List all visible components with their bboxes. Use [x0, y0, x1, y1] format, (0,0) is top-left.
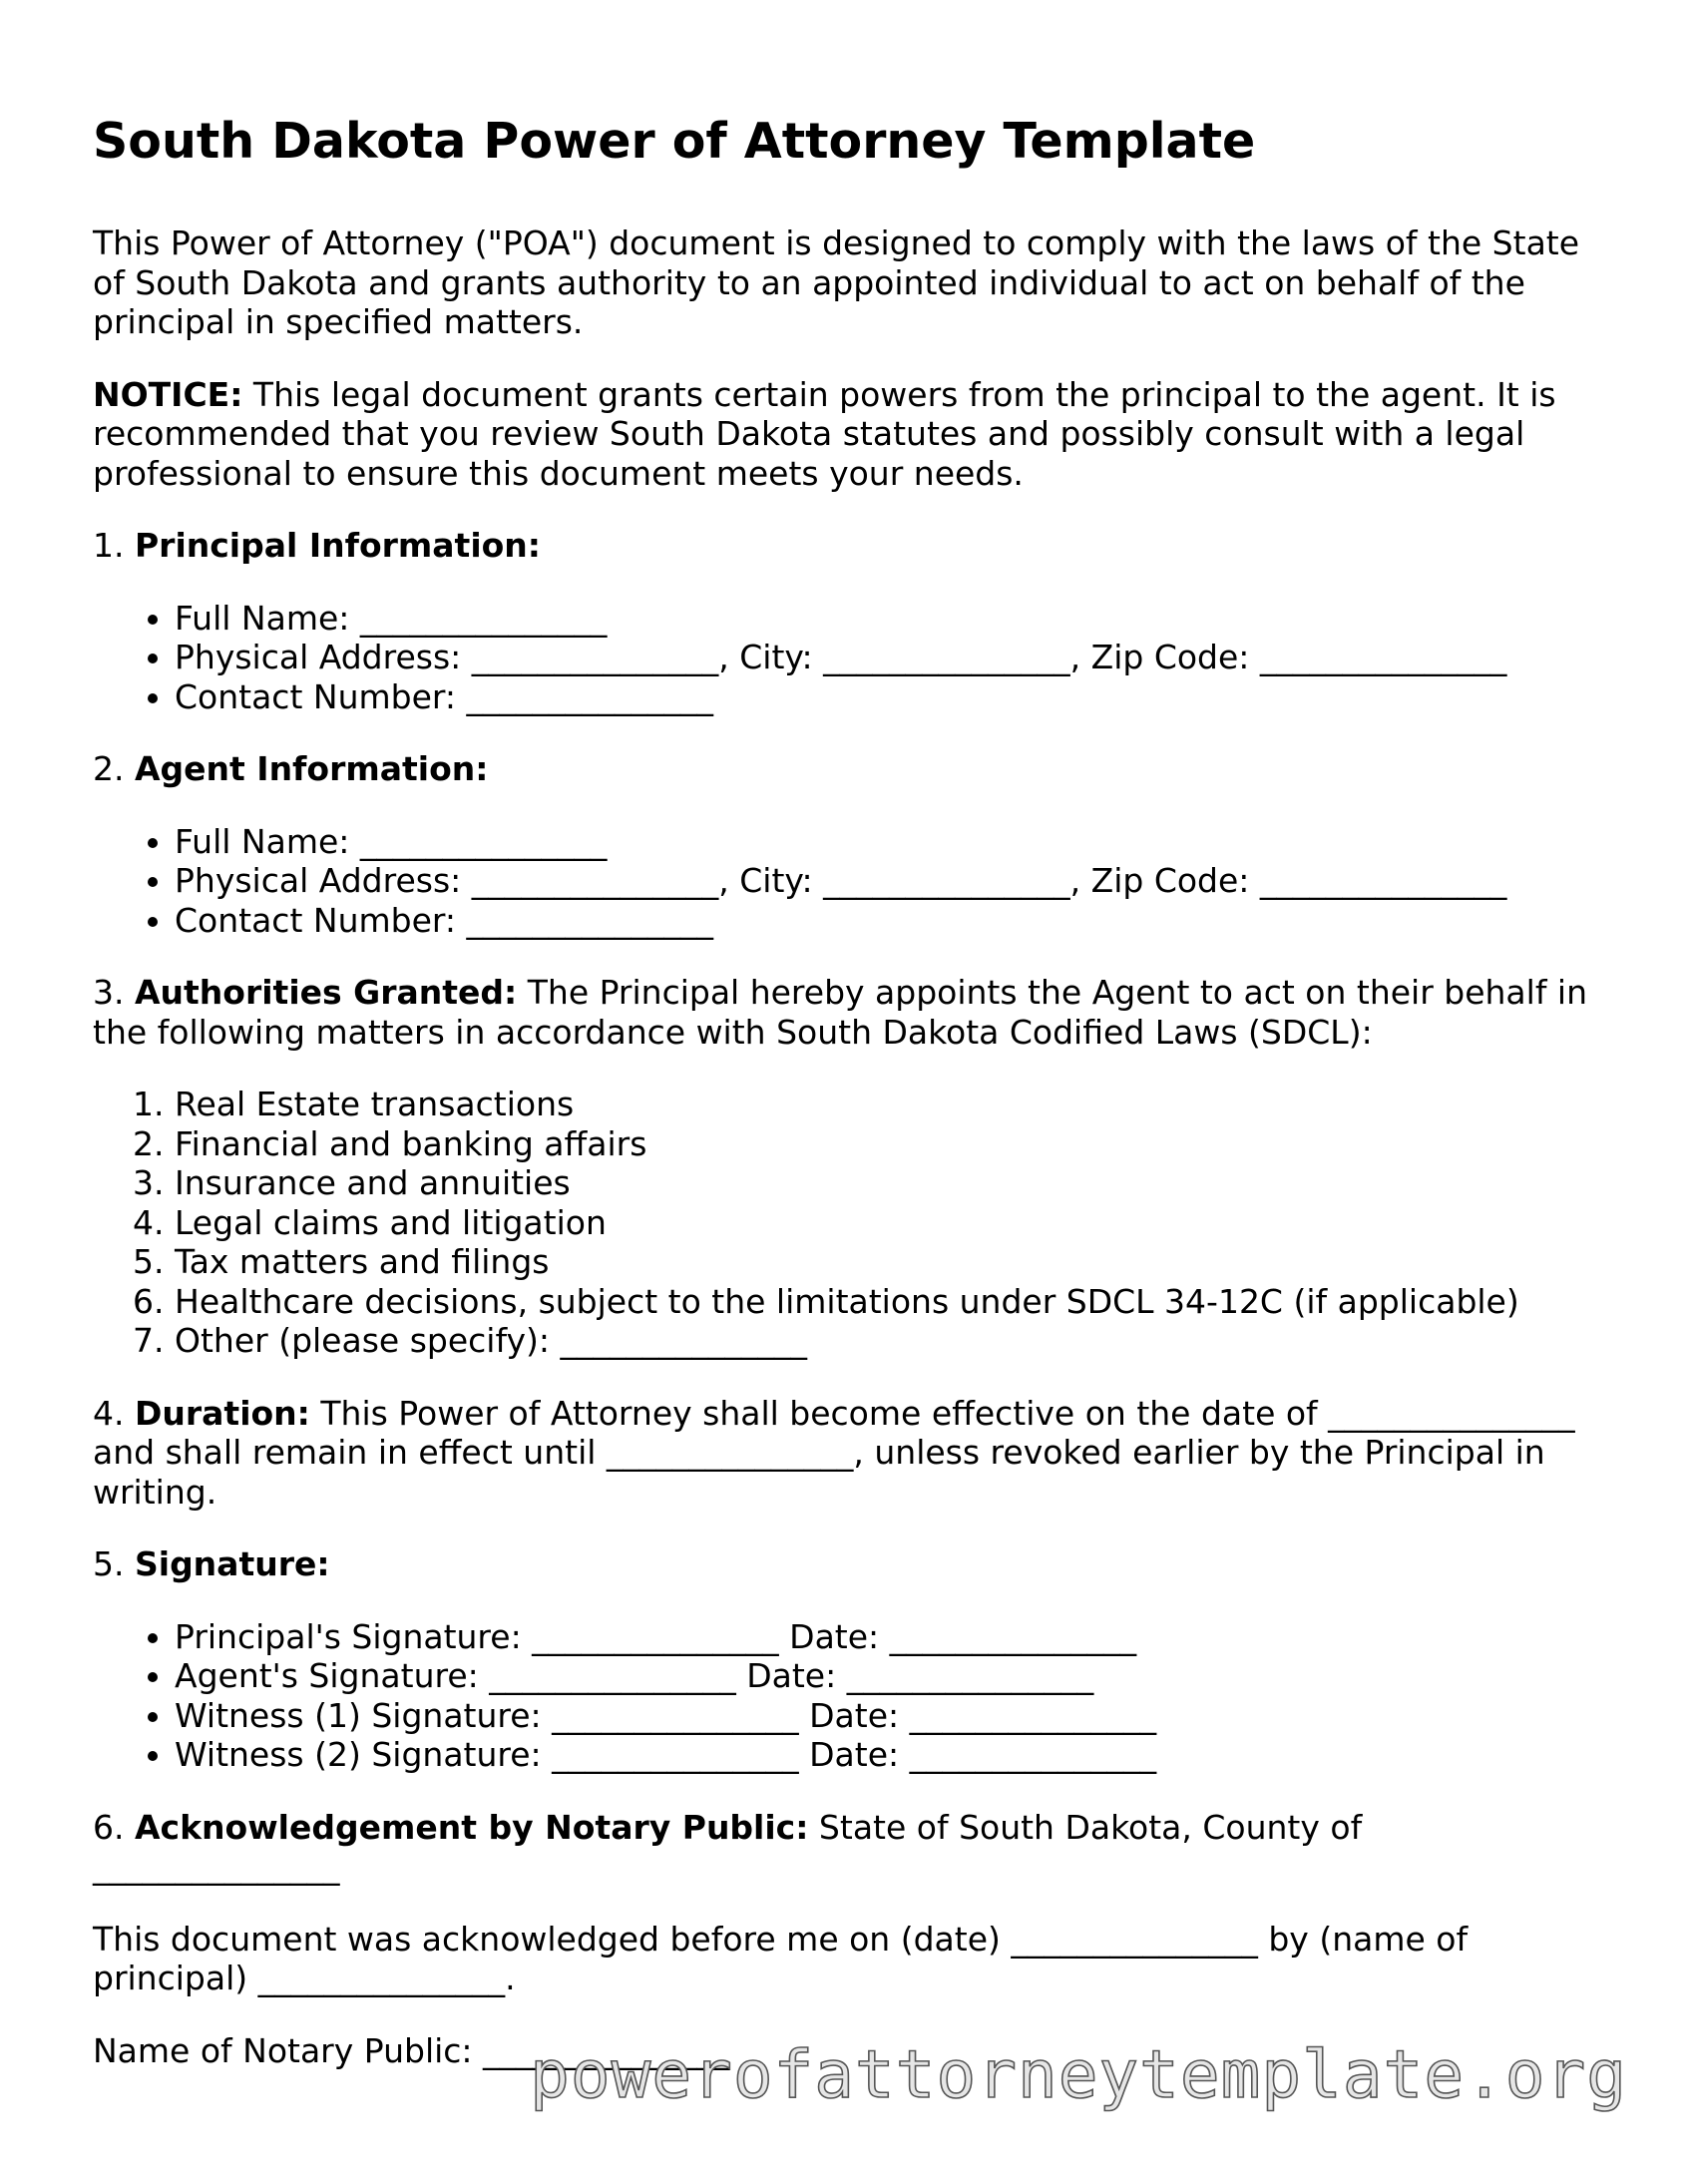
notary-name-line[interactable]: Name of Notary Public: _______________: [93, 2030, 730, 2070]
authority-item: 4. Legal claims and litigation: [175, 1203, 1599, 1243]
authorities-text: The Principal hereby appoints the Agent to act on their behalf in the following matters in accordance with South Dakota Codified Laws (SDCL):: [93, 973, 1588, 1052]
authority-item: 1. Real Estate transactions: [175, 1085, 1599, 1124]
duration-section: [93, 1394, 1599, 1513]
section-number: 1.: [93, 526, 135, 565]
authorities-list: [93, 1085, 1599, 1361]
duration-text[interactable]: This Power of Attorney shall become effective on the date of _______________ and shall remain in effect until _______________, unless revoked earlier by the Principal in writing.: [93, 1393, 1575, 1512]
section-number: 2.: [93, 749, 135, 788]
section-title: Duration:: [134, 1393, 310, 1433]
section-number: 4.: [93, 1393, 135, 1433]
section-title: Authorities Granted:: [134, 973, 518, 1012]
intro-paragraph: This Power of Attorney ("POA") document is designed to comply with the laws of the State of South Dakota and grants authority to an appointed individual to act on behalf of the principal in specified matters.: [93, 223, 1580, 341]
notary-section: [93, 1808, 1599, 1887]
document-title: South Dakota Power of Attorney Template: [93, 113, 1256, 170]
agent-contact-field[interactable]: • Contact Number: _______________: [175, 901, 1599, 941]
principal-section-heading: [93, 526, 1599, 566]
section-title: Acknowledgement by Notary Public:: [134, 1807, 809, 1847]
signature-list: [93, 1617, 1599, 1775]
authority-other-field[interactable]: 7. Other (please specify): _______________: [175, 1321, 1599, 1361]
authority-item: 3. Insurance and annuities: [175, 1163, 1599, 1203]
section-number: 3.: [93, 973, 135, 1012]
watermark-text: powerofattorneytemplate.org: [530, 2036, 1627, 2113]
agent-signature-line[interactable]: • Agent's Signature: _______________ Date: _______________: [175, 1656, 1599, 1696]
principal-signature-line[interactable]: • Principal's Signature: _______________ Date: _______________: [175, 1617, 1599, 1657]
authority-item: 6. Healthcare decisions, subject to the limitations under SDCL 34-12C (if applicable): [175, 1282, 1599, 1322]
notary-acknowledgement[interactable]: This document was acknowledged before me on (date) _______________ by (name of principal) _______________.: [93, 1919, 1469, 1997]
principal-fields-list: [93, 599, 1599, 717]
notice-text: This legal document grants certain powers from the principal to the agent. It is recommended that you review South Dakota statutes and possibly consult with a legal professional to ensure this document meets your needs.: [93, 374, 1556, 493]
authorities-section: [93, 973, 1599, 1052]
principal-full-name-field[interactable]: • Full Name: _______________: [175, 599, 1599, 639]
principal-address-field[interactable]: • Physical Address: _______________, City: _______________, Zip Code: _______________: [175, 638, 1599, 677]
section-number: 6.: [93, 1807, 135, 1847]
agent-fields-list: [93, 822, 1599, 941]
notary-county-text[interactable]: State of South Dakota, County of _______________: [93, 1807, 1363, 1886]
authority-item: 2. Financial and banking affairs: [175, 1124, 1599, 1164]
agent-section-heading: [93, 749, 1599, 789]
notice-paragraph: [93, 375, 1599, 494]
section-title: Signature:: [134, 1544, 330, 1583]
section-title: Principal Information:: [134, 526, 541, 565]
witness-2-signature-line[interactable]: • Witness (2) Signature: _______________ Date: _______________: [175, 1735, 1599, 1775]
notice-label: NOTICE:: [93, 374, 243, 414]
signature-section-heading: [93, 1544, 1599, 1584]
agent-address-field[interactable]: • Physical Address: _______________, City: _______________, Zip Code: _______________: [175, 861, 1599, 901]
agent-full-name-field[interactable]: • Full Name: _______________: [175, 822, 1599, 862]
principal-contact-field[interactable]: • Contact Number: _______________: [175, 677, 1599, 717]
document-page: [93, 0, 1599, 2070]
section-number: 5.: [93, 1544, 135, 1583]
authority-item: 5. Tax matters and filings: [175, 1242, 1599, 1282]
section-title: Agent Information:: [134, 749, 489, 788]
witness-1-signature-line[interactable]: • Witness (1) Signature: _______________ Date: _______________: [175, 1696, 1599, 1736]
